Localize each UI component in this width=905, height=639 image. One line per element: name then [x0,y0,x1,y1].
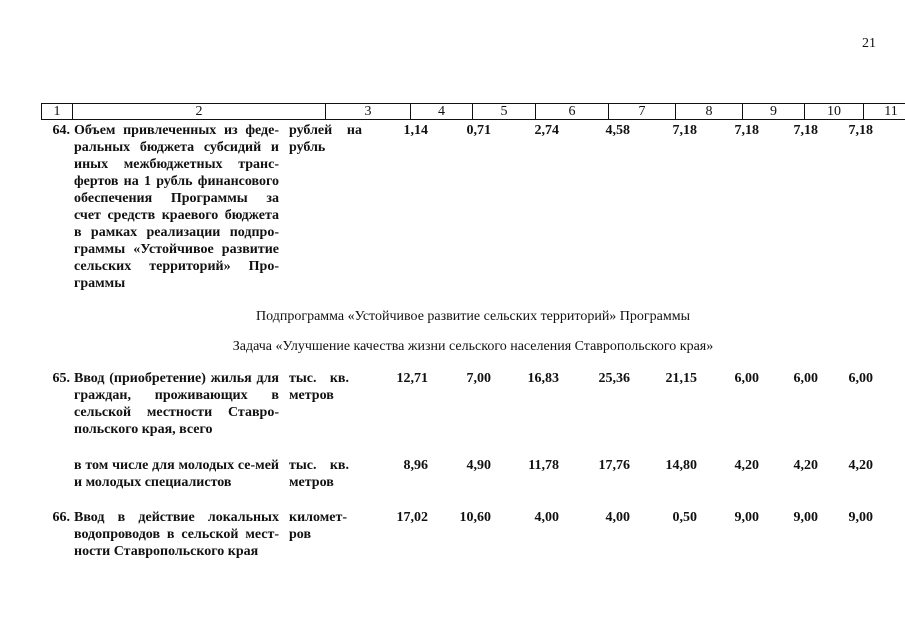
header-col-2: 2 [72,103,325,120]
value-col-10: 7,18 [793,123,818,138]
value-col-8: 7,18 [672,123,697,138]
value-col-11: 4,20 [848,458,873,473]
value-col-9: 7,18 [734,123,759,138]
value-col-7: 4,58 [605,123,630,138]
value-col-6: 16,83 [527,371,559,386]
value-col-5: 7,00 [466,371,491,386]
value-col-8: 0,50 [672,510,697,525]
value-col-7: 17,76 [598,458,630,473]
value-col-11: 6,00 [848,371,873,386]
value-col-6: 4,00 [534,510,559,525]
indicator-name: Ввод в действие локальных водопроводов в сельской мест-ности Ставропольского края [74,510,279,559]
value-col-10: 4,20 [793,458,818,473]
value-col-7: 25,36 [598,371,630,386]
value-col-6: 2,74 [534,123,559,138]
value-col-4: 17,02 [396,510,428,525]
header-col-5: 5 [472,103,535,120]
value-col-5: 10,60 [459,510,491,525]
value-col-10: 9,00 [793,510,818,525]
row-number: 65. [52,371,70,386]
unit-of-measure: тыс. кв. метров [289,458,349,490]
unit-of-measure: рублей на рубль [289,123,362,155]
header-col-8: 8 [675,103,742,120]
value-col-8: 14,80 [665,458,697,473]
value-col-10: 6,00 [793,371,818,386]
value-col-5: 0,71 [466,123,491,138]
value-col-9: 4,20 [734,458,759,473]
task-title: Задача «Улучшение качества жизни сельского населения Ставропольского края» [232,339,714,354]
value-col-11: 9,00 [848,510,873,525]
value-col-6: 11,78 [528,458,559,473]
header-col-11: 11 [863,103,905,120]
value-col-9: 9,00 [734,510,759,525]
value-col-11: 7,18 [848,123,873,138]
header-col-7: 7 [608,103,675,120]
row-number: 66. [52,510,70,525]
indicator-name: Ввод (приобретение) жилья для граждан, проживающих в сельской местности Ставро-польского края, всего [74,371,279,437]
header-col-9: 9 [742,103,804,120]
header-col-6: 6 [535,103,608,120]
value-col-4: 12,71 [396,371,428,386]
header-col-4: 4 [410,103,472,120]
value-col-4: 8,96 [403,458,428,473]
value-col-7: 4,00 [605,510,630,525]
indicator-name: в том числе для молодых се-мей и молодых специалистов [74,458,279,490]
unit-of-measure: километ-ров [289,510,348,542]
value-col-9: 6,00 [734,371,759,386]
table-header-row [41,103,898,120]
value-col-4: 1,14 [403,123,428,138]
header-col-1: 1 [41,103,72,120]
value-col-5: 4,90 [466,458,491,473]
row-number: 64. [52,123,70,138]
page-number: 21 [862,36,876,51]
indicator-name: Объем привлеченных из феде-ральных бюджета субсидий и иных межбюджетных транс-фертов на 1 рубль финансового обеспечения Программы за счет средств краевого бюджета в рамках реализации подпро-граммы «Устойчивое развитие сельских территорий» Про-граммы [74,123,279,291]
unit-of-measure: тыс. кв. метров [289,371,349,403]
header-col-10: 10 [804,103,863,120]
header-col-3: 3 [325,103,410,120]
subprogram-title: Подпрограмма «Устойчивое развитие сельских территорий» Программы [256,309,690,324]
value-col-8: 21,15 [665,371,697,386]
